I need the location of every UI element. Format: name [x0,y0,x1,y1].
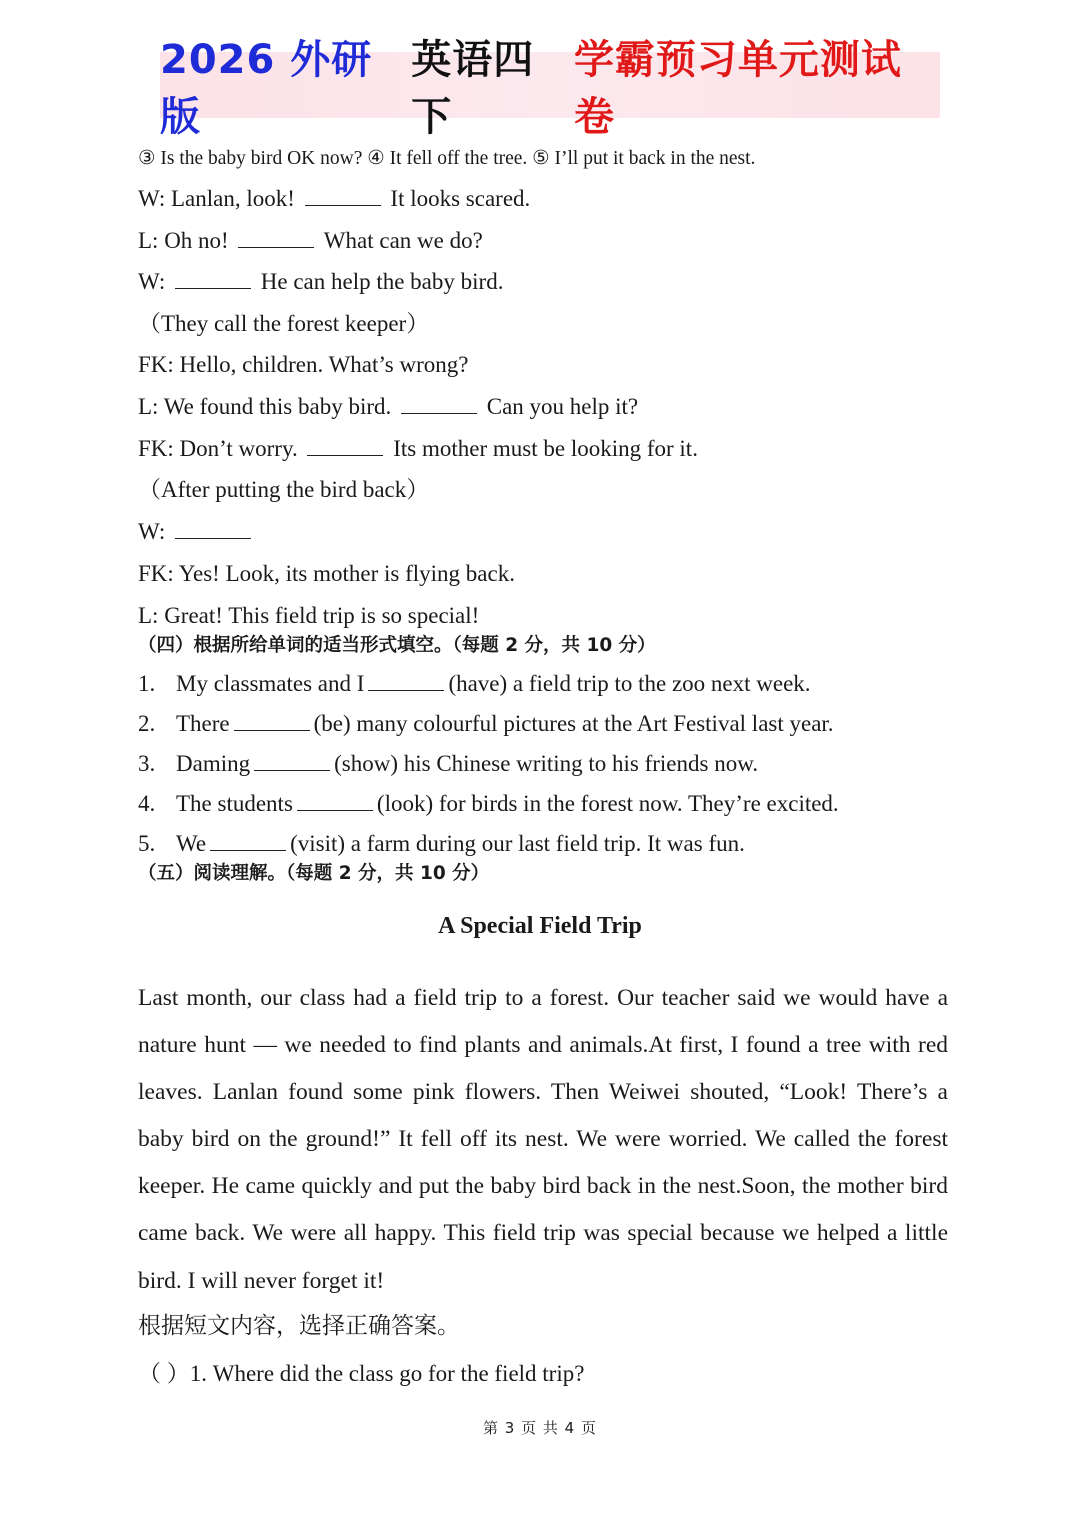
banner-part1: 2026 外研版 [160,37,373,140]
instruction-text: 根据短文内容，选择正确答案。 [138,1313,460,1339]
fill-item: 5. We (visit) a farm during our last field trip. It was fun. [138,831,745,856]
dialogue-line: FK: Hello, children. What’s wrong? [138,352,469,377]
section5-heading: （五）阅读理解。（每题 2 分，共 10 分） [138,863,490,884]
fill-item: 2. There (be) many colourful pictures at the Art Festival last year. [138,711,834,736]
dialogue-line: （After putting the bird back） [138,477,430,502]
banner-part2: 英语四下 [411,37,535,140]
dialogue-line: L: Great! This field trip is so special! [138,603,480,628]
dialogue-line: L: Oh no! What can we do? [138,228,483,253]
answer-blank[interactable] [368,670,444,691]
answer-blank[interactable] [297,790,373,811]
answer-blank[interactable] [401,393,477,414]
dialogue-line: FK: Don’t worry. Its mother must be looking for it. [138,436,698,461]
section4-heading: （四）根据所给单词的适当形式填空。（每题 2 分，共 10 分） [138,635,656,656]
answer-blank[interactable] [238,227,314,248]
answer-blank[interactable] [210,830,286,851]
answer-blank[interactable] [175,518,251,539]
dialogue-line: FK: Yes! Look, its mother is flying back. [138,561,515,586]
dialogue-line: W: Lanlan, look! It looks scared. [138,186,531,211]
banner-part3: 学霸预习单元测试卷 [573,37,902,140]
answer-blank[interactable] [305,185,381,206]
reading-passage: Last month, our class had a field trip to a forest. Our teacher said we would have a nature hunt — we needed to find plants and animals.At first, I found a tree with red leaves. Lanlan found some pink flowers. Then Weiwei shouted, “Look! There’s a baby bird on the ground!” It fell off its nest. We were worried. We called the forest keeper. He came quickly and put the baby bird back in the nest.Soon, the mother bird came back. We were all happy. This field trip was special because we helped a little bird. I will never forget it! [138,985,948,1294]
dialogue-line: W: He can help the baby bird. [138,269,504,294]
answer-blank[interactable] [254,750,330,771]
answer-blank[interactable] [234,710,310,731]
options-line: ③ Is the baby bird OK now? ④ It fell off the tree. ⑤ I’ll put it back in the nest. [138,148,756,169]
dialogue-line: W: [138,517,255,547]
dialogue-line: （They call the forest keeper） [138,311,430,336]
answer-blank[interactable] [175,268,251,289]
answer-blank[interactable] [307,435,383,456]
passage-title: A Special Field Trip [438,913,642,939]
page-footer: 第 3 页 共 4 页 [483,1419,597,1437]
question-1: （ ）1. Where did the class go for the field trip? [138,1361,585,1386]
fill-item: 1. My classmates and I (have) a field trip to the zoo next week. [138,671,811,696]
dialogue-line: L: We found this baby bird. Can you help it? [138,394,639,419]
fill-item: 4. The students (look) for birds in the forest now. They’re excited. [138,791,839,816]
title-banner [160,37,940,140]
fill-item: 3. Daming (show) his Chinese writing to his friends now. [138,751,759,776]
